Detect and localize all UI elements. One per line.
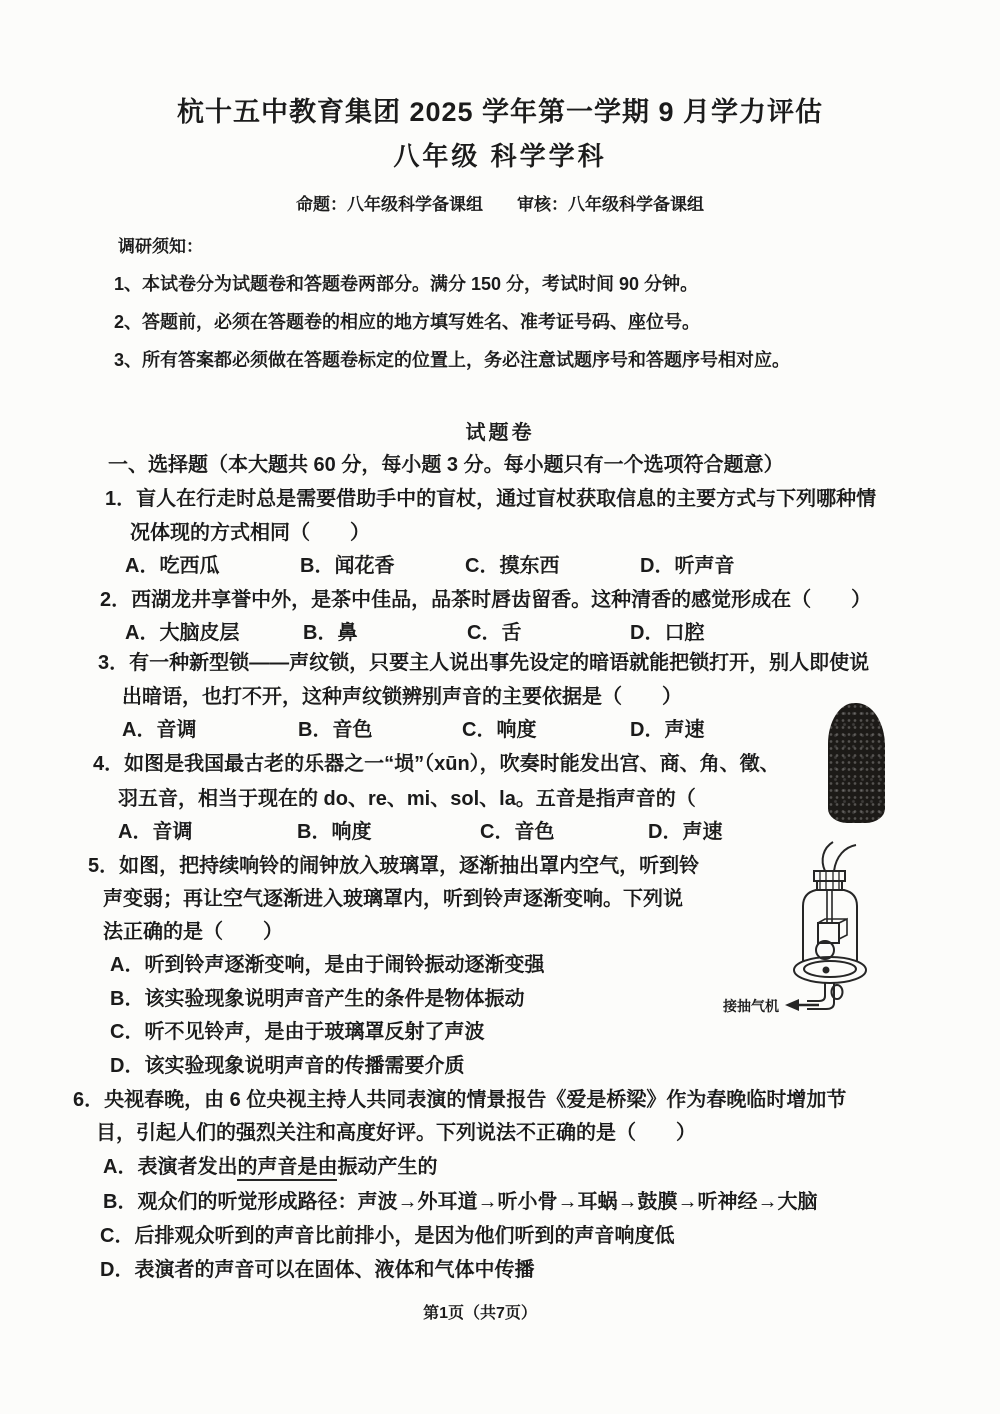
q5-option-c: C．听不见铃声，是由于玻璃罩反射了声波: [110, 1021, 485, 1043]
exam-title: 杭十五中教育集团 2025 学年第一学期 9 月学力评估: [176, 97, 824, 127]
q1-option-c: C．摸东西: [465, 555, 560, 577]
question-5-line-1: 5．如图，把持续响铃的闹钟放入玻璃罩，逐渐抽出罩内空气，听到铃: [88, 855, 700, 877]
q1-option-a: A．吃西瓜: [125, 555, 220, 577]
paper-section-title: 试题卷: [465, 422, 535, 444]
question-2-line-1: 2．西湖龙井享誉中外，是茶中佳品，品茶时唇齿留香。这种清香的感觉形成在（ ）: [100, 589, 872, 611]
exam-subject-subtitle: 八年级 科学学科: [393, 141, 607, 171]
base-plate-inner: [804, 961, 856, 977]
q5-option-b: B．该实验现象说明声音产生的条件是物体振动: [110, 988, 525, 1010]
pump-label: 接抽气机: [723, 998, 779, 1014]
question-6-line-1: 6．央视春晚，由 6 位央视主持人共同表演的情景报告《爱是桥梁》作为春晚临时增加节: [73, 1089, 847, 1111]
q6-option-a: [103, 1150, 437, 1179]
q5-option-d: D．该实验现象说明声音的传播需要介质: [110, 1055, 465, 1077]
question-3-line-1: 3．有一种新型锁——声纹锁，只要主人说出事先设定的暗语就能把锁打开，别人即使说: [98, 652, 870, 674]
q2-option-a: A．大脑皮层: [125, 622, 240, 644]
notice-heading: 调研须知：: [118, 237, 203, 256]
q4-option-c: C．音色: [480, 821, 555, 843]
q3-option-c: C．响度: [462, 719, 537, 741]
q3-option-d: D．声速: [630, 719, 705, 741]
question-2-options: [125, 616, 704, 645]
q1-option-d: D．听声音: [640, 555, 735, 577]
pump-arrow-icon: [785, 999, 799, 1011]
q4-option-d: D．声速: [648, 821, 723, 843]
q3-option-b: B．音色: [298, 719, 373, 741]
q6-option-a-post: 振动产生的: [337, 1156, 438, 1178]
base-hole: [824, 968, 829, 973]
question-4-options: [118, 815, 722, 844]
q2-option-c: C．舌: [467, 622, 522, 644]
jar-right-side: [842, 890, 857, 961]
wire-left: [823, 842, 833, 871]
q6-option-d: D．表演者的声音可以在固体、液体和气体中传播: [100, 1259, 535, 1281]
page-number-footer: 第1页（共7页）: [423, 1305, 537, 1322]
stopper-bottom: [817, 881, 842, 890]
q6-option-a-pre: A．表演者发出: [103, 1156, 238, 1178]
q4-option-a: A．音调: [118, 821, 193, 843]
notice-item-3: 3、所有答案都必须做在答题卷标定的位置上，务必注意试题序号和答题序号相对应。: [114, 350, 791, 370]
bell-box: [818, 923, 839, 943]
question-5-line-3: 法正确的是（ ）: [103, 921, 283, 943]
notice-item-2: 2、答题前，必须在答题卷的相应的地方填写姓名、准考证号码、座位号。: [114, 312, 701, 332]
question-5-line-2: 声变弱；再让空气逐渐进入玻璃罩内，听到铃声逐渐变响。下列说: [103, 888, 683, 910]
wire-right: [834, 845, 856, 871]
q6-option-c: C．后排观众听到的声音比前排小，是因为他们听到的声音响度低: [100, 1225, 675, 1247]
setters-reviewers-line: 命题：八年级科学备课组 审核：八年级科学备课组: [296, 195, 704, 214]
question-4-line-2: 羽五音，相当于现在的 do、re、mi、sol、la。五音是指声音的（: [118, 788, 696, 810]
q3-option-a: A．音调: [122, 719, 197, 741]
question-1-line-2: 况体现的方式相同（ ）: [130, 522, 370, 544]
q5-option-a: A．听到铃声逐渐变响，是由于闹铃振动逐渐变强: [110, 954, 545, 976]
question-1-options: [125, 549, 734, 578]
q2-option-b: B．鼻: [303, 622, 358, 644]
notice-item-1: 1、本试卷分为试题卷和答题卷两部分。满分 150 分，考试时间 90 分钟。: [114, 274, 699, 294]
bell-jar-figure: [715, 838, 975, 1018]
question-6-line-2: 目，引起人们的强烈关注和高度好评。下列说法不正确的是（ ）: [96, 1122, 696, 1144]
q1-option-b: B．闻花香: [300, 555, 395, 577]
question-3-options: [122, 713, 704, 742]
stopper-top: [814, 871, 845, 881]
xun-instrument-image: [828, 703, 885, 823]
q6-option-b: B．观众们的听觉形成路径：声波→外耳道→听小骨→耳蜗→鼓膜→听神经→大脑: [103, 1191, 818, 1213]
tube-outer: [807, 983, 825, 1001]
question-4-line-1: 4．如图是我国最古老的乐器之一“埙”（xūn），吹奏时能发出宫、商、角、徵、: [93, 753, 780, 775]
q2-option-d: D．口腔: [630, 622, 705, 644]
q6-option-a-underlined: 的声音是由: [237, 1156, 337, 1181]
question-1-line-1: 1．盲人在行走时总是需要借助手中的盲杖，通过盲杖获取信息的主要方式与下列哪种情: [105, 488, 877, 510]
choice-section-heading: 一、选择题（本大题共 60 分，每小题 3 分。每小题只有一个选项符合题意）: [108, 454, 784, 476]
jar-left-side: [803, 890, 817, 961]
question-3-line-2: 出暗语，也打不开，这种声纹锁辨别声音的主要依据是（ ）: [122, 686, 682, 708]
q4-option-b: B．响度: [297, 821, 372, 843]
